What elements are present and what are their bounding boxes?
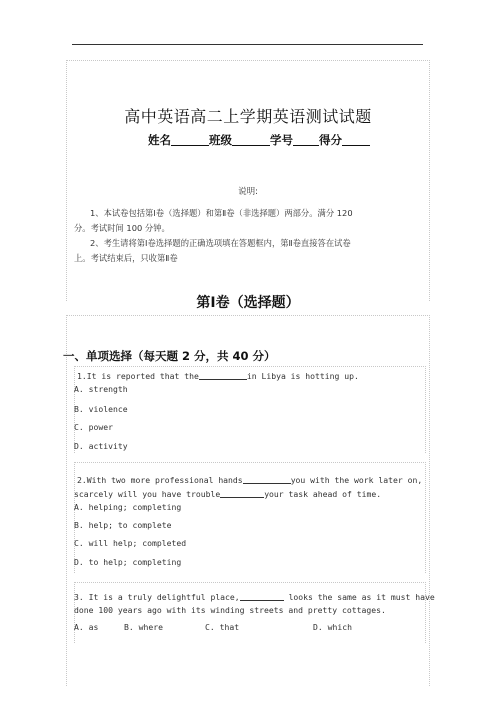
number-label: 学号 xyxy=(270,133,293,147)
student-info-fields xyxy=(148,132,370,148)
class-label: 班级 xyxy=(209,133,232,147)
class-blank[interactable] xyxy=(232,133,270,146)
instructions-heading: 说明: xyxy=(238,187,258,197)
question-3-blank[interactable] xyxy=(240,591,284,601)
question-2-option-c[interactable]: C. will help; completed xyxy=(74,538,187,548)
question-3-option-a[interactable]: A. as xyxy=(74,622,99,632)
section-1-title: 一、单项选择（每天题 2 分，共 40 分） xyxy=(63,349,276,363)
question-2-blank-1[interactable] xyxy=(243,474,291,484)
score-label: 得分 xyxy=(319,133,342,147)
question-3-stem-line-1: 3. It is a truly delightful place, looks the same as it must have xyxy=(74,592,435,602)
question-2-blank-2[interactable] xyxy=(220,488,264,498)
instruction-1-line-2: 分。考试时间 100 分钟。 xyxy=(74,223,170,233)
question-1-option-c[interactable]: C. power xyxy=(74,422,113,432)
name-blank[interactable] xyxy=(171,133,209,146)
instruction-1-line-1: 1、本试卷包括第Ⅰ卷（选择题）和第Ⅱ卷（非选择题）两部分。满分 120 xyxy=(90,208,353,218)
question-2-option-a[interactable]: A. helping; completing xyxy=(74,502,182,512)
question-2-stem-line-1: 2.With two more professional hands you with the work later on, xyxy=(77,475,423,485)
question-3-option-d[interactable]: D. which xyxy=(313,622,352,632)
question-3-option-b[interactable]: B. where xyxy=(124,622,163,632)
exam-title: 高中英语高二上学期英语测试试题 xyxy=(124,107,372,126)
question-2-option-b[interactable]: B. help; to complete xyxy=(74,520,172,530)
question-2-option-d[interactable]: D. to help; completing xyxy=(74,557,182,567)
question-1-option-d[interactable]: D. activity xyxy=(74,441,128,451)
question-1-option-a[interactable]: A. strength xyxy=(74,384,128,394)
question-1-blank[interactable] xyxy=(199,370,247,380)
question-3-stem-line-2: done 100 years ago with its winding streets and pretty cottages. xyxy=(74,605,386,615)
question-3-option-c[interactable]: C. that xyxy=(205,622,240,632)
number-blank[interactable] xyxy=(293,133,319,146)
name-label: 姓名 xyxy=(148,133,171,147)
score-blank[interactable] xyxy=(342,133,370,146)
instruction-2-line-1: 2、考生请将第Ⅰ卷选择题的正确选项填在答题框内，第Ⅱ卷直接答在试卷 xyxy=(90,238,351,248)
question-1-option-b[interactable]: B. violence xyxy=(74,404,128,414)
part-1-title: 第Ⅰ卷（选择题） xyxy=(196,295,300,311)
top-rule xyxy=(72,44,423,45)
instruction-2-line-2: 上。考试结束后，只收第Ⅱ卷 xyxy=(74,253,178,263)
question-2-stem-line-2: scarcely will you have trouble your task ahead of time. xyxy=(74,489,382,499)
question-1-stem: 1.It is reported that the in Libya is hotting up. xyxy=(77,371,359,381)
